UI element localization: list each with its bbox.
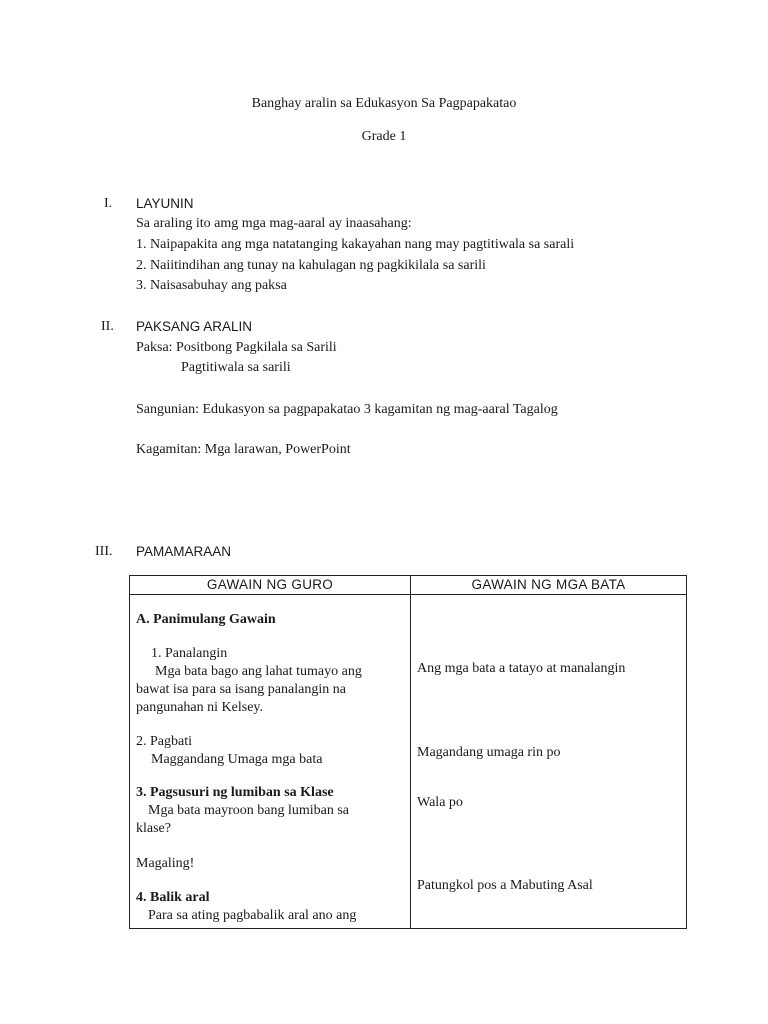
balik-aral-text: Para sa ating pagbabalik aral ano ang	[148, 908, 357, 923]
section-2-heading: PAKSANG ARALIN	[136, 319, 253, 334]
section-1-intro: Sa araling ito amg mga mag-aaral ay inaasahang:	[136, 216, 412, 231]
panalangin-text: Mga bata bago ang lahat tumayo ang	[155, 664, 362, 679]
paksa-subline: Pagtitiwala sa sarili	[181, 360, 291, 375]
panalangin-text: bawat isa para sa isang panalangin na	[136, 682, 346, 697]
bata-response: Wala po	[417, 795, 463, 810]
objective-item: 3. Naisasabuhay ang paksa	[136, 278, 287, 293]
panalangin-label: 1. Panalangin	[151, 646, 228, 661]
pagsusuri-text: klase?	[136, 821, 171, 836]
column-header-bata: GAWAIN NG MGA BATA	[411, 576, 687, 595]
table-row	[130, 595, 687, 929]
table-header-row	[130, 576, 687, 595]
panalangin-text: pangunahan ni Kelsey.	[136, 700, 263, 715]
bata-cell	[411, 595, 687, 929]
bata-response: Magandang umaga rin po	[417, 745, 561, 760]
guro-cell	[130, 595, 411, 929]
grade-label: Grade 1	[361, 129, 407, 144]
document-title: Banghay aralin sa Edukasyon Sa Pagpapakatao	[251, 96, 517, 111]
pagbati-text: Maggandang Umaga mga bata	[151, 752, 323, 767]
column-header-guro: GAWAIN NG GURO	[130, 576, 411, 595]
section-1-heading: LAYUNIN	[136, 196, 194, 211]
sanggunian-line: Sangunian: Edukasyon sa pagpapakatao 3 kagamitan ng mag-aaral Tagalog	[136, 402, 558, 417]
lesson-plan-table	[129, 575, 687, 929]
section-3-heading: PAMAMARAAN	[136, 544, 232, 559]
pagsusuri-heading: 3. Pagsusuri ng lumiban sa Klase	[136, 785, 334, 800]
objective-item: 2. Naiitindihan ang tunay na kahulagan ng pagkikilala sa sarili	[136, 258, 486, 273]
kagamitan-line: Kagamitan: Mga larawan, PowerPoint	[136, 442, 351, 457]
balik-aral-heading: 4. Balik aral	[136, 890, 210, 905]
bata-response: Patungkol pos a Mabuting Asal	[417, 878, 593, 893]
panimulang-heading: A. Panimulang Gawain	[136, 612, 276, 627]
section-2-numeral: II.	[101, 319, 114, 334]
section-1-numeral: I.	[104, 196, 113, 211]
section-3-numeral: III.	[95, 544, 113, 559]
paksa-line: Paksa: Positbong Pagkilala sa Sarili	[136, 340, 337, 355]
objective-item: 1. Naipapakita ang mga natatanging kakayahan nang may pagtitiwala sa sarali	[136, 237, 575, 252]
pagbati-label: 2. Pagbati	[136, 734, 192, 749]
magaling-text: Magaling!	[136, 856, 195, 871]
pagsusuri-text: Mga bata mayroon bang lumiban sa	[148, 803, 350, 818]
bata-response: Ang mga bata a tatayo at manalangin	[417, 661, 626, 676]
